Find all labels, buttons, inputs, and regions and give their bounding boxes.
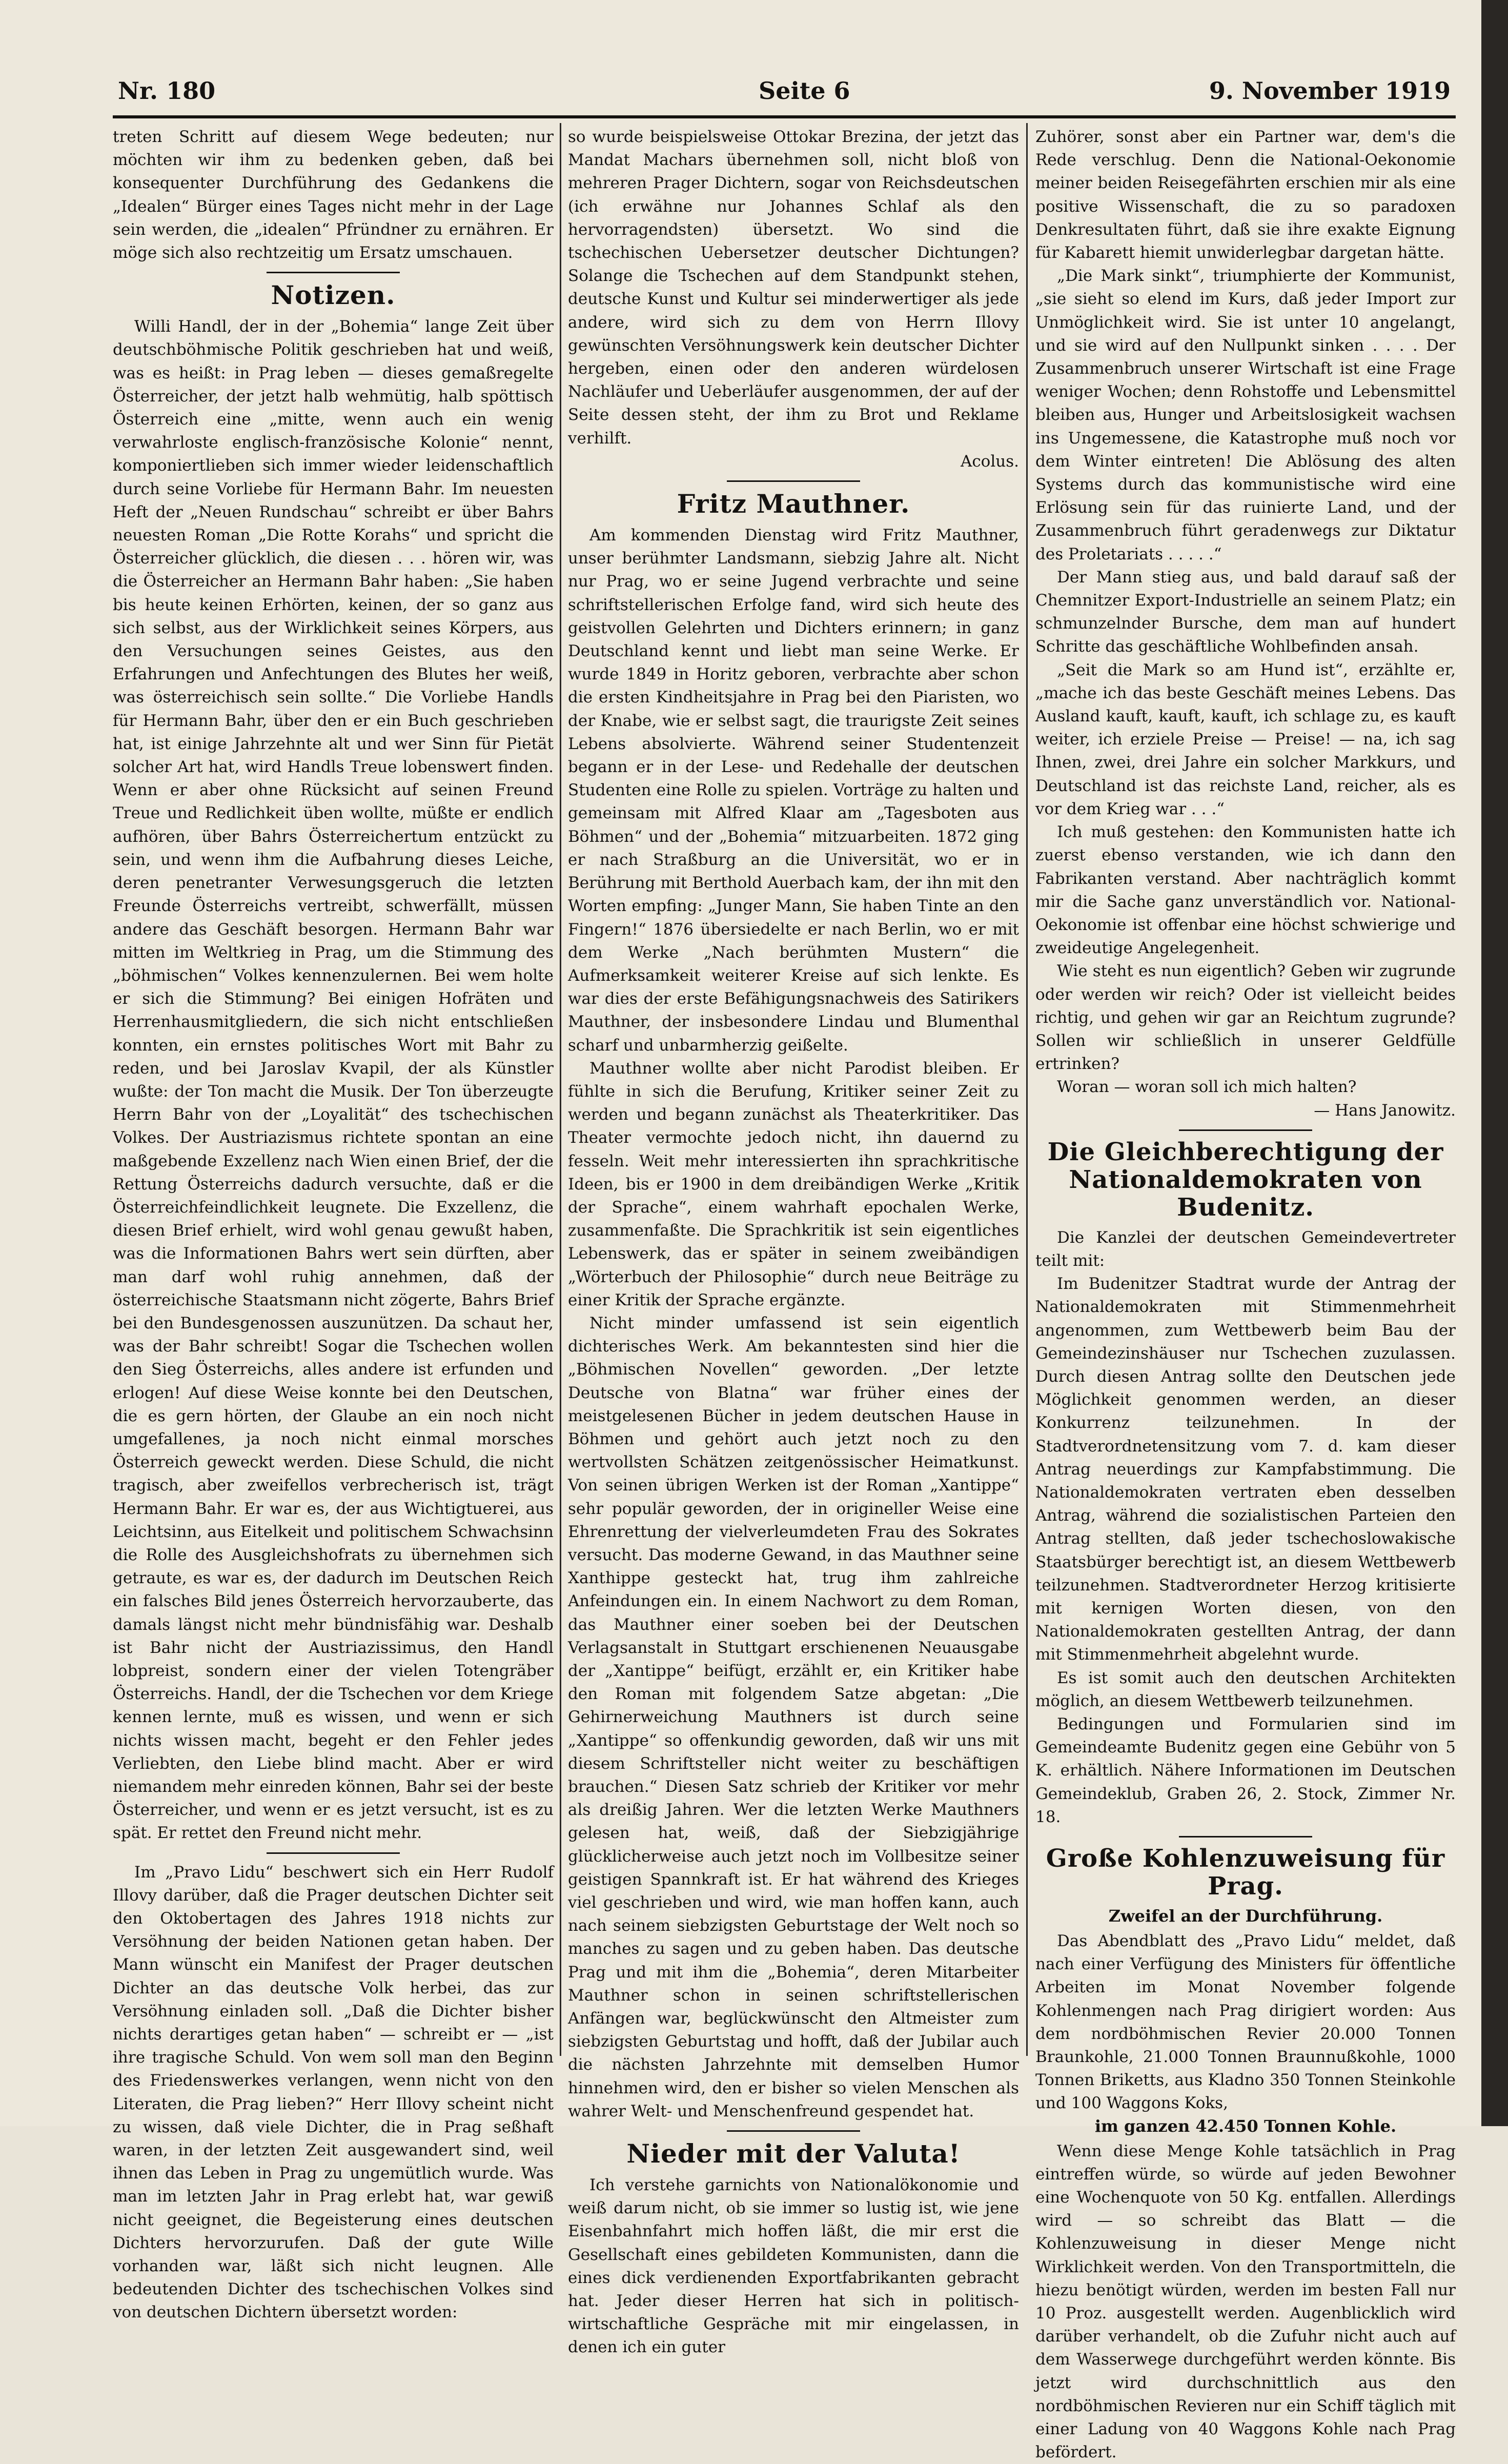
valuta-paragraph: Zuhörer, sonst aber ein Partner war, dem's die Rede verschlug. Denn die National-Oekonomie meiner beiden Reisegefährten erschien mir als eine positive Wissenschaft, die zu so paradoxen Denkresultaten führt, daß sie ihre exakte Eignung für Kabarett hiemit unwiderlegbar dargetan hätte. [1035, 128, 1456, 262]
section-heading-notizen: Notizen. [271, 280, 396, 311]
author-signature: — Hans Janowitz. [1314, 1101, 1456, 1120]
mauthner-paragraph: Am kommenden Dienstag wird Fritz Mauthner, unser berühmter Landsmann, siebzig Jahre alt. Nicht nur Prag, wo er seine Jugend verbrachte und seine schriftstellerischen Erfolge fand, wird sich heute des geistvollen Gelehrten und Dichters erinnern; in ganz Deutschland kennt und liebt man seine Werke. Er wurde 1849 in Horitz geboren, verbrachte aber schon die ersten Kindheitsjahre in Prag bei den Piaristen, wo der Knabe, wie er selbst sagt, die traurigste Zeit seines Lebens absolvierte. Während seiner Studentenzeit begann er in der Lese- und Redehalle der deutschen Studenten eine Rolle zu spielen. Vorträge zu halten und gemeinsam mit Alfred Klaar am „Tagesboten aus Böhmen“ und der „Bohemia“ mitzuarbeiten. 1872 ging er nach Straßburg an die Universität, wo er in Berührung mit Berthold Auerbach kam, der ihn mit den Worten empfing: „Junger Mann, Sie haben Tinte an den Fingern!“ 1876 übersiedelte er nach Berlin, wo er mit dem Werke „Nach berühmten Mustern“ die Aufmerksamkeit weiterer Kreise auf sich lenkte. Es war dies der erste Befähigungsnachweis des Satirikers Mauthner, der insbesondere Lindau und Blumenthal scharf und unbarmherzig geißelte. [568, 526, 1019, 1055]
valuta-paragraph: Woran — woran soll ich mich halten? [1057, 1078, 1357, 1097]
valuta-paragraph: „Die Mark sinkt“, triumphierte der Kommunist, „sie sieht so elend im Kurs, daß jeder Import zur Unmöglichkeit wird. Sie ist unter 10 angelangt, und sie wird auf den Nullpunkt sinken . . . . Der Zusammenbruch unserer Wirtschaft ist eine Frage weniger Wochen; denn Rohstoffe und Lebensmittel bleiben aus, Hunger und Arbeitslosigkeit wachsen ins Ungemessene, die Katastrophe muß noch vor dem Winter eintreten! Die Ablösung des alten Systems durch das kommunistische wird eine Erlösung sein für das ruinierte Land, und der Zusammenbruch führt geradenwegs zur Diktatur des Proletariats . . . . .“ [1035, 267, 1456, 563]
kohle-total: im ganzen 42.450 Tonnen Kohle. [1094, 2116, 1397, 2136]
notizen-paragraph: Willi Handl, der in der „Bohemia“ lange Zeit über deutschböhmische Politik geschrieben hat und weiß, was es heißt: in Prag leben — dieses gemaßregelte Österreicher, der jetzt halb wehmütig, halb spöttisch Österreich eine „mitte, wenn auch ein wenig verwahrloste englisch-französische Kolonie“ nennt, komponiertlieben sich immer wieder leidenschaftlich durch seine Vorliebe für Hermann Bahr. Im neuesten Heft der „Neuen Rundschau“ schreibt er über Bahrs neuesten Roman „Die Rotte Korahs“ und spricht die Österreicher glücklich, die diesen . . . hören wir, was die Österreicher an Hermann Bahr haben: „Sie haben bis heute keinen Erhörten, keinen, der so ganz aus sich selbst, aus der Wirklichkeit seines Körpers, aus den Versuchungen seines Geistes, aus den Erfahrungen und Anfechtungen des Blutes her weiß, was österreichisch sein sollte.“ Die Vorliebe Handls für Hermann Bahr, über den er ein Buch geschrieben hat, ist einige Jahrzehnte alt und wer Sinn für Pietät solcher Art hat, wird Handls Treue lobenswert finden. Wenn er aber ohne Rücksicht auf seinen Freund Treue und Redlichkeit üben wollte, müßte er endlich aufhören, über Bahrs Österreichertum entzückt zu sein, und wenn ihm die Aufbahrung dieses Leiche, deren penetranter Verwesungsgeruch die letzten Freunde Österreichs vertreibt, schwerfällt, müssen andere das Geschäft besorgen. Hermann Bahr war mitten im Weltkrieg in Prag, um die Stimmung des „böhmischen“ Volkes kennenzulernen. Bei wem holte er sich die Stimmung? Bei einigen Hofräten und Herrenhausmitgliedern, die sich nicht entschließen konnten, ein ernstes politisches Wort mit Bahr zu reden, und bei Jaroslav Kvapil, der als Künstler wußte: der Ton macht die Musik. Der Ton überzeugte Herrn Bahr von der „Loyalität“ des tschechischen Volkes. Der Austriazismus richtete spontan an eine maßgebende Exzellenz nach Wien einen Brief, der die Rettung Österreichs dadurch versuchte, daß er die Österreichfeindlichkeit leugnete. Die Exzellenz, die diesen Brief erhielt, wird wohl genau gewußt haben, was die Informationen Bahrs wert sein dürften, aber man darf wohl ruhig annehmen, daß der österreichische Staatsmann nicht zögerte, Bahrs Brief bei den Bundesgenossen auszunützen. Da schaut her, was der Bahr schreibt! Sogar die Tschechen wollen den Sieg Österreichs, alles andere ist erfunden und erlogen! Auf diese Weise konnte bei den Deutschen, die es gern hörten, der Glaube an ein noch nicht umgefallenes, ja noch nicht einmal morsches Österreich geweckt werden. Diese Schuld, die nicht tragisch, aber zweifellos verbrecherisch ist, trägt Hermann Bahr. Er war es, der aus Wichtigtuerei, aus Leichtsinn, aus Eitelkeit und politischem Schwachsinn die Rolle des Ausgleichshofrats zu übernehmen sich getraute, es war es, der dadurch im Deutschen Reich ein falsches Bild jenes Österreich hervorzauberte, das damals längst nicht mehr bündnisfähig war. Deshalb ist Bahr nicht der Austriazissimus, den Handl lobpreist, sondern einer der vielen Totengräber Österreichs. Handl, der die Tschechen vor dem Kriege kennen lernte, muß es wissen, und wenn er sich nichts wissen macht, begeht er den Fehler jedes Verliebten, den Liebe blind macht. Aber er wird niemandem mehr einreden können, Bahr sei der beste Österreicher, und wenn er es jetzt versucht, ist es zu spät. Er rettet den Freund nicht mehr. [113, 317, 554, 1843]
article-title-mauthner: Fritz Mauthner. [677, 489, 910, 519]
article-continuation: so wurde beispielsweise Ottokar Brezina, der jetzt das Mandat Machars übernehmen soll, nicht bloß von mehreren Prager Dichtern, sogar von Reichsdeutschen (ich erwähne nur Johannes Schlaf als den hervorragendsten) übersetzt. Wo sind die tschechischen Uebersetzer deutscher Dichtungen? Solange die Tschechen auf dem Standpunkt stehen, deutsche Kunst und Kultur sei minderwertiger als jede andere, wird sich zu dem von Herrn Illovy gewünschten Versöhnungswerk kein deutscher Dichter hergeben, einen oder den anderen würdelosen Nachläufer und Ueberläufer ausgenommen, der auf der Seite dessen steht, der ihm zu Brot und Reklame verhilft. [568, 128, 1019, 448]
separator [1179, 1836, 1312, 1837]
page-number: Seite 6 [759, 77, 850, 105]
kohle-paragraph: Wenn diese Menge Kohle tatsächlich in Prag eintreffen würde, so würde auf jeden Bewohner eine Wochenquote von 50 Kg. entfallen. Allerdings wird — so schreibt das Blatt — die Kohlenzuweisung in dieser Menge nicht Wirklichkeit werden. Von den Transportmitteln, die hiezu benötigt würden, werden im besten Fall nur 10 Proz. ausgestellt werden. Augenblicklich wird darüber verhandelt, ob die Zufuhr nicht auch auf dem Wasserwege durchgeführt werden könnte. Bis jetzt wird durchschnittlich aus den nordböhmischen Revieren nur ein Schiff täglich mit einer Ladung von 40 Waggons Kohle nach Prag befördert. [1035, 2142, 1456, 2462]
article-subtitle-kohle: Zweifel an der Durchführung. [1108, 1906, 1383, 1926]
column-2 [568, 126, 1019, 2357]
column-divider [1026, 123, 1028, 2056]
separator [267, 272, 400, 273]
article-title-budenitz: Die Gleichberechtigung der Nationaldemokraten von Budenitz. [1047, 1137, 1444, 1222]
budenitz-paragraph: Es ist somit auch den deutschen Architekten möglich, an diesem Wettbewerb teilzunehmen. [1035, 1668, 1456, 1710]
column-1 [113, 126, 554, 2322]
separator [727, 480, 860, 482]
header-rule [113, 115, 1456, 118]
budenitz-paragraph: Die Kanzlei der deutschen Gemeindevertreter teilt mit: [1035, 1228, 1456, 1270]
separator [1179, 1129, 1312, 1131]
page-binding-edge [1481, 0, 1508, 2126]
article-title-valuta: Nieder mit der Valuta! [626, 2138, 961, 2169]
budenitz-paragraph: Bedingungen und Formularien sind im Gemeindeamte Budenitz gegen eine Gebühr von 5 K. erhältlich. Nähere Informationen im Deutschen Gemeindeklub, Graben 26, 2. Stock, Zimmer Nr. 18. [1035, 1715, 1456, 1826]
valuta-paragraph: Der Mann stieg aus, und bald darauf saß der Chemnitzer Export-Industrielle an seinem Platz; ein schmunzelnder Bursche, dem man auf hundert Schritte das geschäftliche Wohlbefinden ansah. [1035, 568, 1456, 656]
valuta-paragraph: „Seit die Mark so am Hund ist“, erzählte er, „mache ich das beste Geschäft meines Lebens. Das Ausland kauft, kauft, kauft, ich schlage zu, es kauft weiter, ich erziele Preise — Preise! — na, ich sag Ihnen, zwei, drei Jahre ein solcher Markkurs, und Deutschland ist das reichste Land, reicher, als es vor dem Krieg war . . .“ [1035, 660, 1456, 818]
mauthner-paragraph: Mauthner wollte aber nicht Parodist bleiben. Er fühlte in sich die Berufung, Kritiker seiner Zeit zu werden und begann zunächst als Theaterkritiker. Das Theater vermochte jedoch nicht, ihn dauernd zu fesseln. Weit mehr interessierten ihn sprachkritische Ideen, bis er 1900 in dem dreibändigen Werke „Kritik der Sprache“, einem wahrhaft epochalen Werke, zusammenfaßte. Die Sprachkritik ist sein eigentliches Lebenswerk, das er später in seinem zweibändigen „Wörterbuch der Philosophie“ durch neue Beiträge zu einer Kritik der Sprache ergänzte. [568, 1059, 1019, 1309]
valuta-paragraph: Ich muß gestehen: den Kommunisten hatte ich zuerst ebenso verstanden, wie ich dann den Fabrikanten verstand. Aber nachträglich kommt mir die Sache ganz unverständlich vor. National-Oekonomie ist offenbar eine höchst schwierige und zweideutige Angelegenheit. [1035, 823, 1456, 958]
article-continuation: treten Schritt auf diesem Wege bedeuten; nur möchten wir ihm zu bedenken geben, daß bei konsequenter Durchführung des Gedankens die „Idealen“ Bürger eines Tages nicht mehr in der Lage sein werden, die „idealen“ Pfründner zu ernähren. Er möge sich also rechtzeitig um Ersatz umschauen. [113, 128, 554, 262]
issue-date: 9. November 1919 [1209, 77, 1451, 105]
author-signature: Acolus. [960, 452, 1019, 471]
column-3 [1035, 126, 1456, 2462]
page-header [118, 77, 1451, 113]
issue-number: Nr. 180 [118, 77, 216, 105]
separator [727, 2130, 860, 2132]
article-title-kohle: Große Kohlenzuweisung für Prag. [1046, 1844, 1445, 1901]
column-divider [560, 123, 561, 2056]
notizen-paragraph: Im „Pravo Lidu“ beschwert sich ein Herr Rudolf Illovy darüber, daß die Prager deutschen Dichter seit den Oktobertagen des Jahres 1918 nichts zur Versöhnung der beiden Nationen getan haben. Der Mann wünscht ein Manifest der Prager deutschen Dichter an das deutsche Volk herbei, das zur Versöhnung einladen soll. „Daß die Dichter bisher nichts derartiges getan haben“ — schreibt er — „ist ihre tragische Schuld. Von wem soll man den Beginn des Friedenswerkes verlangen, wenn nicht von den Literaten, die Prag lieben?“ Herr Illovy scheint nicht zu wissen, daß viele Dichter, die in Prag seßhaft waren, in der letzten Zeit ausgewandert sind, weil ihnen das Leben in Prag zu ungemütlich wurde. Was man im letzten Jahr in Prag erlebt hat, war gewiß nicht geeignet, die Begeisterung eines deutschen Dichters hervorzurufen. Daß der gute Wille vorhanden war, läßt sich nicht leugnen. Alle bedeutenden Dichter des tschechischen Volkes sind von deutschen Dichtern übersetzt worden: [113, 1863, 554, 2322]
valuta-paragraph: Ich verstehe garnichts von Nationalökonomie und weiß darum nicht, ob sie immer so lustig ist, wie jene Eisenbahnfahrt mich hoffen läßt, die mir erst die Gesellschaft eines gebildeten Kommunisten, dann die eines dick verdienenden Exportfabrikanten gebracht hat. Jeder dieser Herren hat sich in politisch-wirtschaftliche Gespräche mit mir eingelassen, in denen ich ein guter [568, 2176, 1019, 2357]
valuta-paragraph: Wie steht es nun eigentlich? Geben wir zugrunde oder werden wir reich? Oder ist vielleicht beides richtig, und gehen wir gar an Reichtum zugrunde? Sollen wir schließlich in unserer Geldfülle ertrinken? [1035, 962, 1456, 1074]
mauthner-paragraph: Nicht minder umfassend ist sein eigentlich dichterisches Werk. Am bekanntesten sind hier die „Böhmischen Novellen“ geworden. „Der letzte Deutsche von Blatna“ war früher eines der meistgelesenen Bücher in jedem deutschen Hause in Böhmen und gehört auch jetzt noch zu den wertvollsten Schätzen zeitgenössischer Heimatkunst. Von seinen übrigen Werken ist der Roman „Xantippe“ sehr populär geworden, der in origineller Weise eine Ehrenrettung der vielverleumdeten Frau des Sokrates versucht. Das moderne Gewand, in das Mauthner seine Xanthippe gesteckt hat, trug ihm zahlreiche Anfeindungen ein. In einem Nachwort zu dem Roman, das Mauthner einer soeben bei der Deutschen Verlagsanstalt in Stuttgart erschienenen Neuausgabe der „Xantippe“ beifügt, erzählt er, ein Kritiker habe den Roman mit folgendem Satze abgetan: „Die Gehirnerweichung Mauthners ist durch seine „Xantippe“ so offenkundig geworden, daß wir uns mit diesem Schriftsteller nicht weiter zu beschäftigen brauchen.“ Diesen Satz schrieb der Kritiker vor mehr als dreißig Jahren. Wer die letzten Werke Mauthners gelesen hat, weiß, daß der Siebzigjährige glücklicherweise auch jetzt noch im Vollbesitze seiner geistigen Spannkraft ist. Er hat während des Krieges viel geschrieben und wird, wie man hoffen kann, auch nach seinem siebzigsten Geburtstage der Welt noch so manches zu sagen und zu geben haben. Das deutsche Prag und mit ihm die „Bohemia“, deren Mitarbeiter Mauthner schon in seinen schriftstellerischen Anfängen war, beglückwünscht den Altmeister zum siebzigsten Geburtstag und hofft, daß der Jubilar auch die nächsten Jahrzehnte mit demselben Humor hinnehmen wird, den er bisher so vielen Menschen als wahrer Welt- und Menschenfreund gespendet hat. [568, 1314, 1019, 2120]
budenitz-paragraph: Im Budenitzer Stadtrat wurde der Antrag der Nationaldemokraten mit Stimmenmehrheit angenommen, zum Wettbewerb beim Bau der Gemeindezinshäuser nur Tschechen zuzulassen. Durch diesen Antrag sollte den Deutschen jede Möglichkeit genommen werden, an dieser Konkurrenz teilzunehmen. In der Stadtverordnetensitzung vom 7. d. kam dieser Antrag neuerdings zur Kampfabstimmung. Die Nationaldemokraten vertraten eben desselben Antrag, während die sozialistischen Parteien den Antrag stellten, daß jeder tschechoslowakische Staatsbürger berechtigt ist, an diesem Wettbewerb teilzunehmen. Stadtverordneter Herzog kritisierte mit kernigen Worten diesen, von den Nationaldemokraten gestellten Antrag, der dann mit Stimmenmehrheit abgelehnt wurde. [1035, 1275, 1456, 1664]
separator [267, 1852, 400, 1854]
kohle-paragraph: Das Abendblatt des „Pravo Lidu“ meldet, daß nach einer Verfügung des Ministers für öffentliche Arbeiten im Monat November folgende Kohlenmengen nach Prag dirigiert worden: Aus dem nordböhmischen Revier 20.000 Tonnen Braunkohle, 21.000 Tonnen Braunnußkohle, 1000 Tonnen Briketts, aus Kladno 350 Tonnen Steinkohle und 100 Waggons Koks, [1035, 1932, 1456, 2113]
